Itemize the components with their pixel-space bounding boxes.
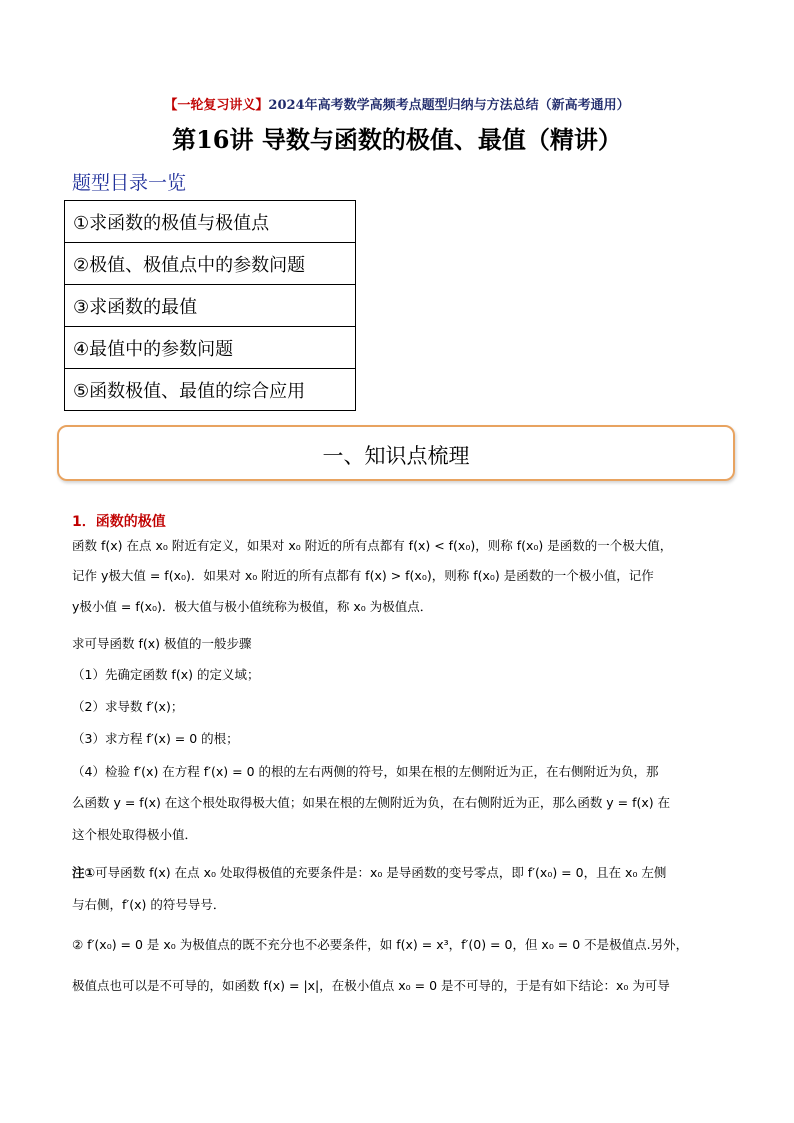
document-header [0, 94, 794, 113]
toc-item: ②极值、极值点中的参数问题 [65, 243, 356, 285]
paragraph-line: 么函数 y = f(x) 在这个根处取得极大值；如果在根的左侧附近为负，在右侧附近为正，那么函数 y = f(x) 在 [72, 795, 671, 810]
toc-table [64, 200, 356, 411]
paragraph-line: 记作 y极大值 = f(x₀)．如果对 x₀ 附近的所有点都有 f(x) > f(x₀)，则称 f(x₀) 是函数的一个极小值，记作 [72, 568, 654, 583]
paragraph-line: 极值点也可以是不可导的，如函数 f(x) = |x|，在极小值点 x₀ = 0 是不可导的，于是有如下结论：x₀ 为可导 [72, 978, 670, 993]
note-prefix: 注① [72, 865, 96, 880]
paragraph-line: （2）求导数 f′(x)； [72, 699, 184, 714]
paragraph-line: 这个根处取得极小值． [72, 827, 198, 842]
paragraph-line: 求可导函数 f(x) 极值的一般步骤 [72, 636, 252, 651]
paragraph-line: y极小值 = f(x₀)．极大值与极小值统称为极值，称 x₀ 为极值点． [72, 599, 433, 614]
header-series: 2024年高考数学高频考点题型归纳与方法总结 [268, 98, 539, 113]
header-bracket-label: 【一轮复习讲义】 [164, 98, 269, 113]
section-title: 一、知识点梳理 [322, 444, 470, 468]
paragraph-line: 与右侧，f′(x) 的符号导号． [72, 897, 226, 912]
paragraph-line: 函数 f(x) 在点 x₀ 附近有定义，如果对 x₀ 附近的所有点都有 f(x) < f(x₀)，则称 f(x₀) 是函数的一个极大值， [72, 538, 673, 553]
subheading-extremum: 1．函数的极值 [72, 514, 166, 530]
note-text: 可导函数 f(x) 在点 x₀ 处取得极值的充要条件是：x₀ 是导函数的变号零点，即 f′(x₀) = 0，且在 x₀ 左侧 [95, 865, 667, 880]
toc-item: ④最值中的参数问题 [65, 327, 356, 369]
paragraph-line: （4）检验 f′(x) 在方程 f′(x) = 0 的根的左右两侧的符号，如果在根的左侧附近为正，在右侧附近为负，那 [72, 764, 659, 779]
header-edition: （新高考通用） [538, 98, 630, 113]
note-line [72, 864, 666, 882]
paragraph-line: （3）求方程 f′(x) = 0 的根； [72, 731, 239, 746]
paragraph-line: （1）先确定函数 f(x) 的定义域； [72, 667, 260, 682]
toc-heading: 题型目录一览 [72, 172, 187, 194]
toc-item: ①求函数的极值与极值点 [65, 201, 356, 243]
page-title: 第16讲 导数与函数的极值、最值（精讲） [172, 125, 622, 154]
paragraph-line: ② f′(x₀) = 0 是 x₀ 为极值点的既不充分也不必要条件，如 f(x) = x³，f′(0) = 0，但 x₀ = 0 不是极值点.另外， [72, 937, 689, 952]
toc-item: ③求函数的最值 [65, 285, 356, 327]
toc-item: ⑤函数极值、最值的综合应用 [65, 369, 356, 411]
